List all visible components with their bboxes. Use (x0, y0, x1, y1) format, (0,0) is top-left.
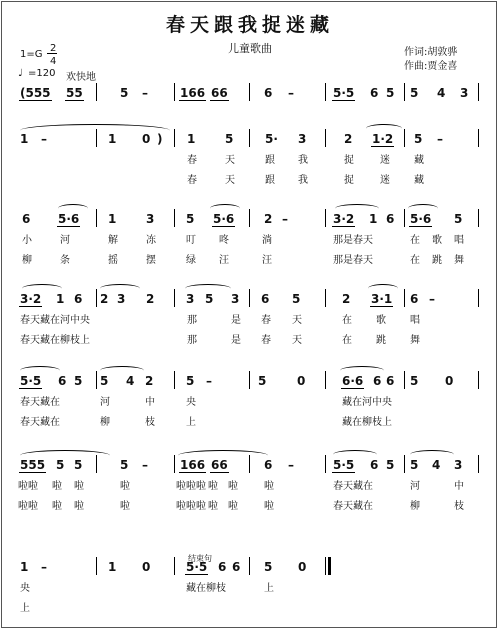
underline-beam (212, 226, 235, 227)
lyric-verse-2: 枝 (145, 417, 155, 428)
note: 5 (74, 374, 83, 388)
note: 1 (369, 212, 378, 226)
underline-beam (19, 100, 52, 101)
note: 5 (56, 458, 65, 472)
note: 5·5 (20, 374, 42, 388)
note: (555 (20, 86, 51, 100)
lyric-verse-2: 摆 (146, 255, 156, 266)
lyric-verse-2: 那 (187, 335, 197, 346)
final-bar-thin (325, 557, 326, 575)
lyric-verse-2: 藏在柳枝上 (342, 417, 392, 428)
lyric-verse-2: 舞 (454, 255, 464, 266)
lyric-verse-2: 春天藏在 (20, 417, 60, 428)
lyric-verse-2: 舞 (410, 335, 420, 346)
note: 5·6 (410, 212, 432, 226)
note: 5 (186, 374, 195, 388)
lyric-verse-1: 唱 (410, 315, 420, 326)
underline-beam (371, 146, 394, 147)
lyric-verse-1: 春天藏在河中央 (20, 315, 90, 326)
note: 5 (410, 458, 419, 472)
bar-line (478, 209, 479, 227)
lyric-verse-1: 河 (60, 235, 70, 246)
lyric-verse-2: 天 (225, 175, 235, 186)
ending-marker: 结束句 (188, 554, 212, 563)
bar-line (325, 83, 326, 101)
note: 5 (454, 212, 463, 226)
slur-arc (335, 204, 379, 213)
note: 6 (410, 292, 419, 306)
note: 1 (20, 560, 29, 574)
note: – (429, 292, 435, 306)
note: 2 (344, 132, 353, 146)
lyric-verse-1: 在 (342, 315, 352, 326)
note: 55 (66, 86, 83, 100)
bar-line (478, 455, 479, 473)
note: 6 (74, 292, 83, 306)
lyric-verse-2: 跳 (376, 335, 386, 346)
note: 2 (264, 212, 273, 226)
lyric-verse-1: 上 (264, 583, 274, 594)
note: – (142, 86, 148, 100)
note: 6 (232, 560, 241, 574)
bar-line (174, 129, 175, 147)
bar-line (249, 209, 250, 227)
note: 3 (460, 86, 469, 100)
lyric-verse-2: 春天藏在 (333, 501, 373, 512)
note: 6 (370, 86, 379, 100)
bar-line (96, 557, 97, 575)
note: 5 (264, 560, 273, 574)
note: 2 (342, 292, 351, 306)
lyricist-credit: 作词:胡敦骅 (404, 47, 458, 58)
lyric-verse-1: 天 (225, 155, 235, 166)
underline-beam (19, 388, 42, 389)
note: 1 (187, 132, 196, 146)
note: 5 (120, 86, 129, 100)
lyric-verse-1: 中 (454, 481, 464, 492)
lyric-verse-2: 在 (410, 255, 420, 266)
lyric-verse-1: 河 (410, 481, 420, 492)
slur-arc (100, 366, 144, 375)
score-row (0, 370, 500, 455)
composer-credit: 作曲:贾金喜 (404, 61, 458, 72)
note: 1 (20, 132, 29, 146)
note: 6 (261, 292, 270, 306)
note: 2 (145, 374, 154, 388)
tempo-marking: 欢快地 (66, 72, 96, 83)
note: 3 (454, 458, 463, 472)
bar-line (404, 289, 405, 307)
underline-beam (370, 306, 393, 307)
underline-beam (210, 100, 229, 101)
lyric-verse-1: 啦 (264, 481, 274, 492)
lyric-verse-2: 绿 (186, 255, 196, 266)
note: 5·5 (186, 560, 208, 574)
note: 3 (186, 292, 195, 306)
lyric-verse-1: 藏在柳枝 (186, 583, 226, 594)
time-signature-top: 2 (50, 43, 57, 54)
underline-beam (57, 226, 80, 227)
underline-beam (65, 100, 84, 101)
lyric-verse-1: 歌 (376, 315, 386, 326)
bar-line (249, 83, 250, 101)
time-signature-divider (47, 53, 57, 54)
lyric-verse-1: 解 (108, 235, 118, 246)
lyric-verse-2: 柳 (100, 417, 110, 428)
lyric-verse-2: 啦 (228, 501, 238, 512)
note: 3 (298, 132, 307, 146)
note: 5 (410, 86, 419, 100)
lyric-verse-1: 河 (100, 397, 110, 408)
note: 5·5 (333, 458, 355, 472)
note: 555 (20, 458, 46, 472)
note: 4 (437, 86, 446, 100)
note: 4 (126, 374, 135, 388)
note: – (41, 132, 47, 146)
lyric-verse-2: 上 (20, 603, 30, 614)
bar-line (404, 129, 405, 147)
bar-line (404, 83, 405, 101)
note: – (41, 560, 47, 574)
bar-line (325, 371, 326, 389)
note: 4 (432, 458, 441, 472)
lyric-verse-1: 春天藏在 (333, 481, 373, 492)
slur-arc (20, 366, 60, 375)
slur-arc (100, 284, 140, 293)
slur-arc (20, 124, 170, 137)
lyric-verse-1: 咚 (219, 235, 229, 246)
note: 0 (298, 560, 307, 574)
score-row (0, 128, 500, 213)
lyric-verse-1: 天 (292, 315, 302, 326)
note: 5 (74, 458, 83, 472)
note: 6 (386, 212, 395, 226)
bar-line (478, 371, 479, 389)
note: 5 (100, 374, 109, 388)
lyric-verse-1: 在 (410, 235, 420, 246)
lyric-verse-1: 是 (231, 315, 241, 326)
bar-line (174, 289, 175, 307)
score-row (0, 208, 500, 293)
bar-line (404, 455, 405, 473)
note: 6 (218, 560, 227, 574)
note: 5 (120, 458, 129, 472)
lyric-verse-2: 上 (186, 417, 196, 428)
note: 5·6 (213, 212, 235, 226)
tempo-value: =120 (28, 68, 56, 79)
lyric-verse-2: 啦 (120, 501, 130, 512)
note: 5· (265, 132, 278, 146)
bar-line (478, 83, 479, 101)
lyric-verse-2: 啦 (74, 501, 84, 512)
lyric-verse-2: 条 (60, 255, 70, 266)
lyric-verse-2: 那是春天 (333, 255, 373, 266)
note: 2 (100, 292, 109, 306)
lyric-verse-1: 啦 (52, 481, 62, 492)
lyric-verse-1: 藏在河中央 (342, 397, 392, 408)
lyric-verse-2: 汪 (219, 255, 229, 266)
note: 5 (386, 458, 395, 472)
lyric-verse-2: 春 (261, 335, 271, 346)
bar-line (478, 289, 479, 307)
lyric-verse-2: 捉 (344, 175, 354, 186)
bar-line (325, 209, 326, 227)
lyric-verse-1: 啦啦 (18, 481, 38, 492)
underline-beam (19, 306, 42, 307)
note: 1 (108, 132, 117, 146)
note: – (288, 86, 294, 100)
lyric-verse-1: 唱 (454, 235, 464, 246)
lyric-verse-2: 跟 (265, 175, 275, 186)
bar-line (249, 557, 250, 575)
lyric-verse-2: 春天藏在柳枝上 (20, 335, 90, 346)
underline-beam (341, 388, 364, 389)
note: 6 (22, 212, 31, 226)
lyric-verse-1: 啦 (74, 481, 84, 492)
lyric-verse-1: 跟 (265, 155, 275, 166)
lyric-verse-1: 迷 (380, 155, 390, 166)
note: 6 (373, 374, 382, 388)
bar-line (174, 209, 175, 227)
bar-line (96, 289, 97, 307)
lyric-verse-1: 中 (145, 397, 155, 408)
lyric-verse-2: 啦 (264, 501, 274, 512)
bar-line (96, 209, 97, 227)
note: 6 (264, 458, 273, 472)
bar-line (96, 371, 97, 389)
lyric-verse-1: 春 (261, 315, 271, 326)
bar-line (174, 455, 175, 473)
slur-arc (410, 450, 454, 459)
note: 0 (445, 374, 454, 388)
note: 5·5 (333, 86, 355, 100)
key-signature: 1=G (20, 49, 43, 60)
bar-line (96, 83, 97, 101)
lyric-verse-2: 在 (342, 335, 352, 346)
lyric-verse-1: 冻 (146, 235, 156, 246)
underline-beam (179, 472, 206, 473)
song-subtitle: 儿童歌曲 (228, 42, 272, 55)
slur-arc (185, 284, 231, 293)
note: – (437, 132, 443, 146)
note: 66 (211, 458, 228, 472)
lyric-verse-1: 啦 (228, 481, 238, 492)
note: 166 (180, 86, 206, 100)
bar-line (249, 129, 250, 147)
lyric-verse-2: 我 (298, 175, 308, 186)
lyric-verse-2: 春 (187, 175, 197, 186)
note: – (142, 458, 148, 472)
bar-line (325, 455, 326, 473)
slur-arc (368, 284, 398, 293)
slur-arc (58, 204, 88, 213)
lyric-verse-1: 歌 (432, 235, 442, 246)
note: 1 (56, 292, 65, 306)
score-row (0, 454, 500, 539)
lyric-verse-2: 啦啦 (18, 501, 38, 512)
note: 5 (205, 292, 214, 306)
lyric-verse-1: 啦 (120, 481, 130, 492)
note: 1 (108, 212, 117, 226)
bar-line (174, 557, 175, 575)
lyric-verse-2: 柳 (410, 501, 420, 512)
quarter-note-icon: ♩ (18, 68, 23, 79)
song-title: 春天跟我捉迷藏 (165, 14, 334, 36)
slur-arc (210, 204, 240, 213)
lyric-verse-2: 柳 (22, 255, 32, 266)
note: 5 (386, 86, 395, 100)
slur-arc (178, 450, 268, 461)
slur-arc (20, 450, 110, 461)
note: 0 (142, 560, 151, 574)
lyric-verse-2: 天 (292, 335, 302, 346)
note: 3·2 (20, 292, 42, 306)
note: 2 (146, 292, 155, 306)
note: – (288, 458, 294, 472)
note: 3 (146, 212, 155, 226)
underline-beam (210, 472, 229, 473)
bar-line (404, 371, 405, 389)
lyric-verse-1: 藏 (414, 155, 424, 166)
bar-line (249, 289, 250, 307)
lyric-verse-2: 是 (231, 335, 241, 346)
note: 5 (225, 132, 234, 146)
note: 3 (117, 292, 126, 306)
lyric-verse-2: 啦 (208, 501, 218, 512)
note: 6 (386, 374, 395, 388)
lyric-verse-1: 春天藏在 (20, 397, 60, 408)
underline-beam (19, 472, 46, 473)
slur-arc (408, 204, 438, 213)
lyric-verse-1: 啦 (208, 481, 218, 492)
note: 3·1 (371, 292, 393, 306)
lyric-verse-1: 啦啦啦 (176, 481, 206, 492)
bar-line (478, 129, 479, 147)
time-signature-bottom: 4 (50, 56, 57, 67)
note: – (282, 212, 288, 226)
lyric-verse-1: 我 (298, 155, 308, 166)
underline-beam (332, 100, 355, 101)
underline-beam (409, 226, 432, 227)
lyric-verse-1: 那 (187, 315, 197, 326)
slur-arc (340, 366, 384, 375)
lyric-verse-1: 小 (22, 235, 32, 246)
slur-arc (366, 124, 402, 133)
bar-line (325, 289, 326, 307)
slur-arc (333, 450, 377, 459)
bar-line (404, 209, 405, 227)
note: 5·6 (58, 212, 80, 226)
bar-line (174, 83, 175, 101)
note: 0 (142, 132, 151, 146)
final-bar-thick (328, 557, 331, 575)
note: 6·6 (342, 374, 364, 388)
note: 1 (108, 560, 117, 574)
note: 3·2 (333, 212, 355, 226)
note: 6 (58, 374, 67, 388)
note: 1·2 (372, 132, 394, 146)
note: 166 (180, 458, 206, 472)
note: 0 (297, 374, 306, 388)
lyric-verse-2: 啦 (52, 501, 62, 512)
slur-arc (22, 284, 62, 293)
note: 3 (231, 292, 240, 306)
score-row (0, 288, 500, 373)
note: – (206, 374, 212, 388)
underline-beam (179, 100, 206, 101)
lyric-verse-1: 叮 (186, 235, 196, 246)
lyric-verse-1: 央 (186, 397, 196, 408)
underline-beam (332, 472, 355, 473)
underline-beam (185, 574, 208, 575)
lyric-verse-2: 汪 (262, 255, 272, 266)
bar-line (174, 371, 175, 389)
score-row (0, 556, 500, 641)
note: 5 (258, 374, 267, 388)
lyric-verse-2: 啦啦啦 (176, 501, 206, 512)
lyric-verse-2: 藏 (414, 175, 424, 186)
note: 5 (410, 374, 419, 388)
note: 66 (211, 86, 228, 100)
lyric-verse-2: 摇 (108, 255, 118, 266)
lyric-verse-1: 春 (187, 155, 197, 166)
note: 5 (292, 292, 301, 306)
lyric-verse-1: 那是春天 (333, 235, 373, 246)
lyric-verse-2: 迷 (380, 175, 390, 186)
note: 6 (370, 458, 379, 472)
lyric-verse-1: 淌 (262, 235, 272, 246)
bar-line (325, 129, 326, 147)
lyric-verse-1: 捉 (344, 155, 354, 166)
note: ) (157, 132, 163, 146)
bar-line (249, 371, 250, 389)
lyric-verse-2: 跳 (432, 255, 442, 266)
note: 5 (414, 132, 423, 146)
lyric-verse-2: 枝 (454, 501, 464, 512)
underline-beam (332, 226, 355, 227)
lyric-verse-1: 央 (20, 583, 30, 594)
note: 5 (186, 212, 195, 226)
note: 6 (264, 86, 273, 100)
